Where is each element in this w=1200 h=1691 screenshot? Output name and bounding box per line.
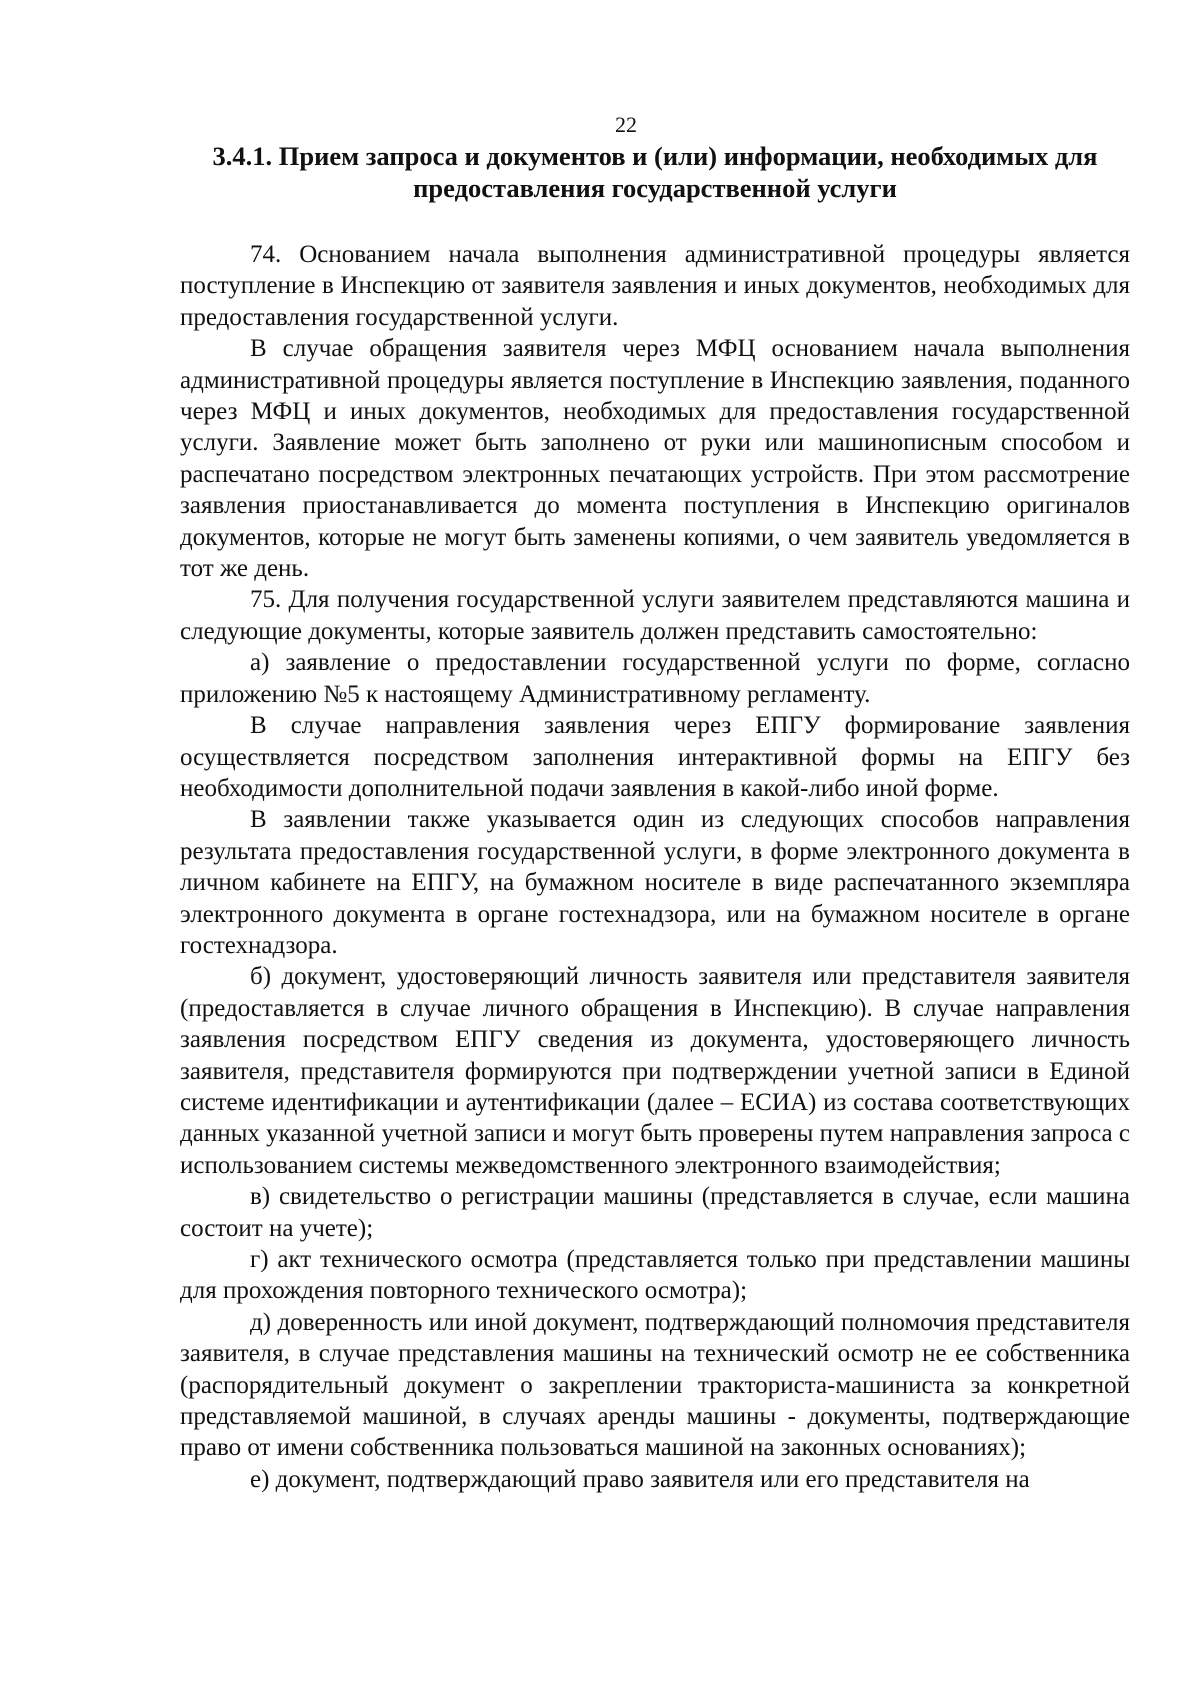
paragraph-result-delivery: В заявлении также указывается один из следующих способов направления результата предоставления государственной услуги, в форме электронного документа в личном кабинете на ЕПГУ, на бумажном носителе в виде распечатанного экземпляра электронного документа в органе гостехнадзора, или на бумажном носителе в органе гостехнадзора. [180,806,1130,959]
paragraph-74: 74. Основанием начала выполнения административной процедуры является поступление в Инспекцию от заявителя заявления и иных документов, необходимых для предоставления государственной услуги. [180,241,1130,331]
page-number: 22 [615,112,637,137]
paragraph-epgu: В случае направления заявления через ЕПГУ формирование заявления осуществляется посредством заполнения интерактивной формы на ЕПГУ без необходимости дополнительной подачи заявления в какой-либо иной форме. [180,712,1130,802]
paragraph-75: 75. Для получения государственной услуги заявителем представляются машина и следующие документы, которые заявитель должен представить самостоятельно: [180,586,1130,645]
paragraph-item-d: д) доверенность или иной документ, подтверждающий полномочия представителя заявителя, в случае представления машины на технический осмотр не ее собственника (распорядительный документ о закреплении тракториста-машиниста за конкретной представляемой машиной, в случаях аренды машины - документы, подтверждающие право от имени собственника пользоваться машиной на законных основаниях); [180,1308,1130,1462]
section-heading: 3.4.1. Прием запроса и документов и (или) информации, необходимых для предоставления государственной услуги [212,141,1098,203]
paragraph-item-v: в) свидетельство о регистрации машины (представляется в случае, если машина состоит на учете); [180,1183,1130,1242]
paragraph-item-e: е) документ, подтверждающий право заявителя или его представителя на [250,1465,1030,1493]
paragraph-mfc: В случае обращения заявителя через МФЦ основанием начала выполнения административной процедуры является поступление в Инспекцию заявления, поданного через МФЦ и иных документов, необходимых для предоставления государственной услуги. Заявление может быть заполнено от руки или машинописным способом и распечатано посредством электронных печатающих устройств. При этом рассмотрение заявления приостанавливается до момента поступления в Инспекцию оригиналов документов, которые не могут быть заменены копиями, о чем заявитель уведомляется в тот же день. [180,335,1130,583]
body-text [180,239,1130,1495]
paragraph-item-a: а) заявление о предоставлении государственной услуги по форме, согласно приложению №5 к настоящему Административному регламенту. [180,649,1130,708]
paragraph-item-b: б) документ, удостоверяющий личность заявителя или представителя заявителя (предоставляется в случае личного обращения в Инспекцию). В случае направления заявления посредством ЕПГУ сведения из документа, удостоверяющего личность заявителя, представителя формируются при подтверждении учетной записи в Единой системе идентификации и аутентификации (далее – ЕСИА) из состава соответствующих данных указанной учетной записи и могут быть проверены путем направления запроса с использованием системы межведомственного электронного взаимодействия; [180,963,1130,1179]
paragraph-item-g: г) акт технического осмотра (представляется только при представлении машины для прохождения повторного технического осмотра); [180,1246,1130,1305]
